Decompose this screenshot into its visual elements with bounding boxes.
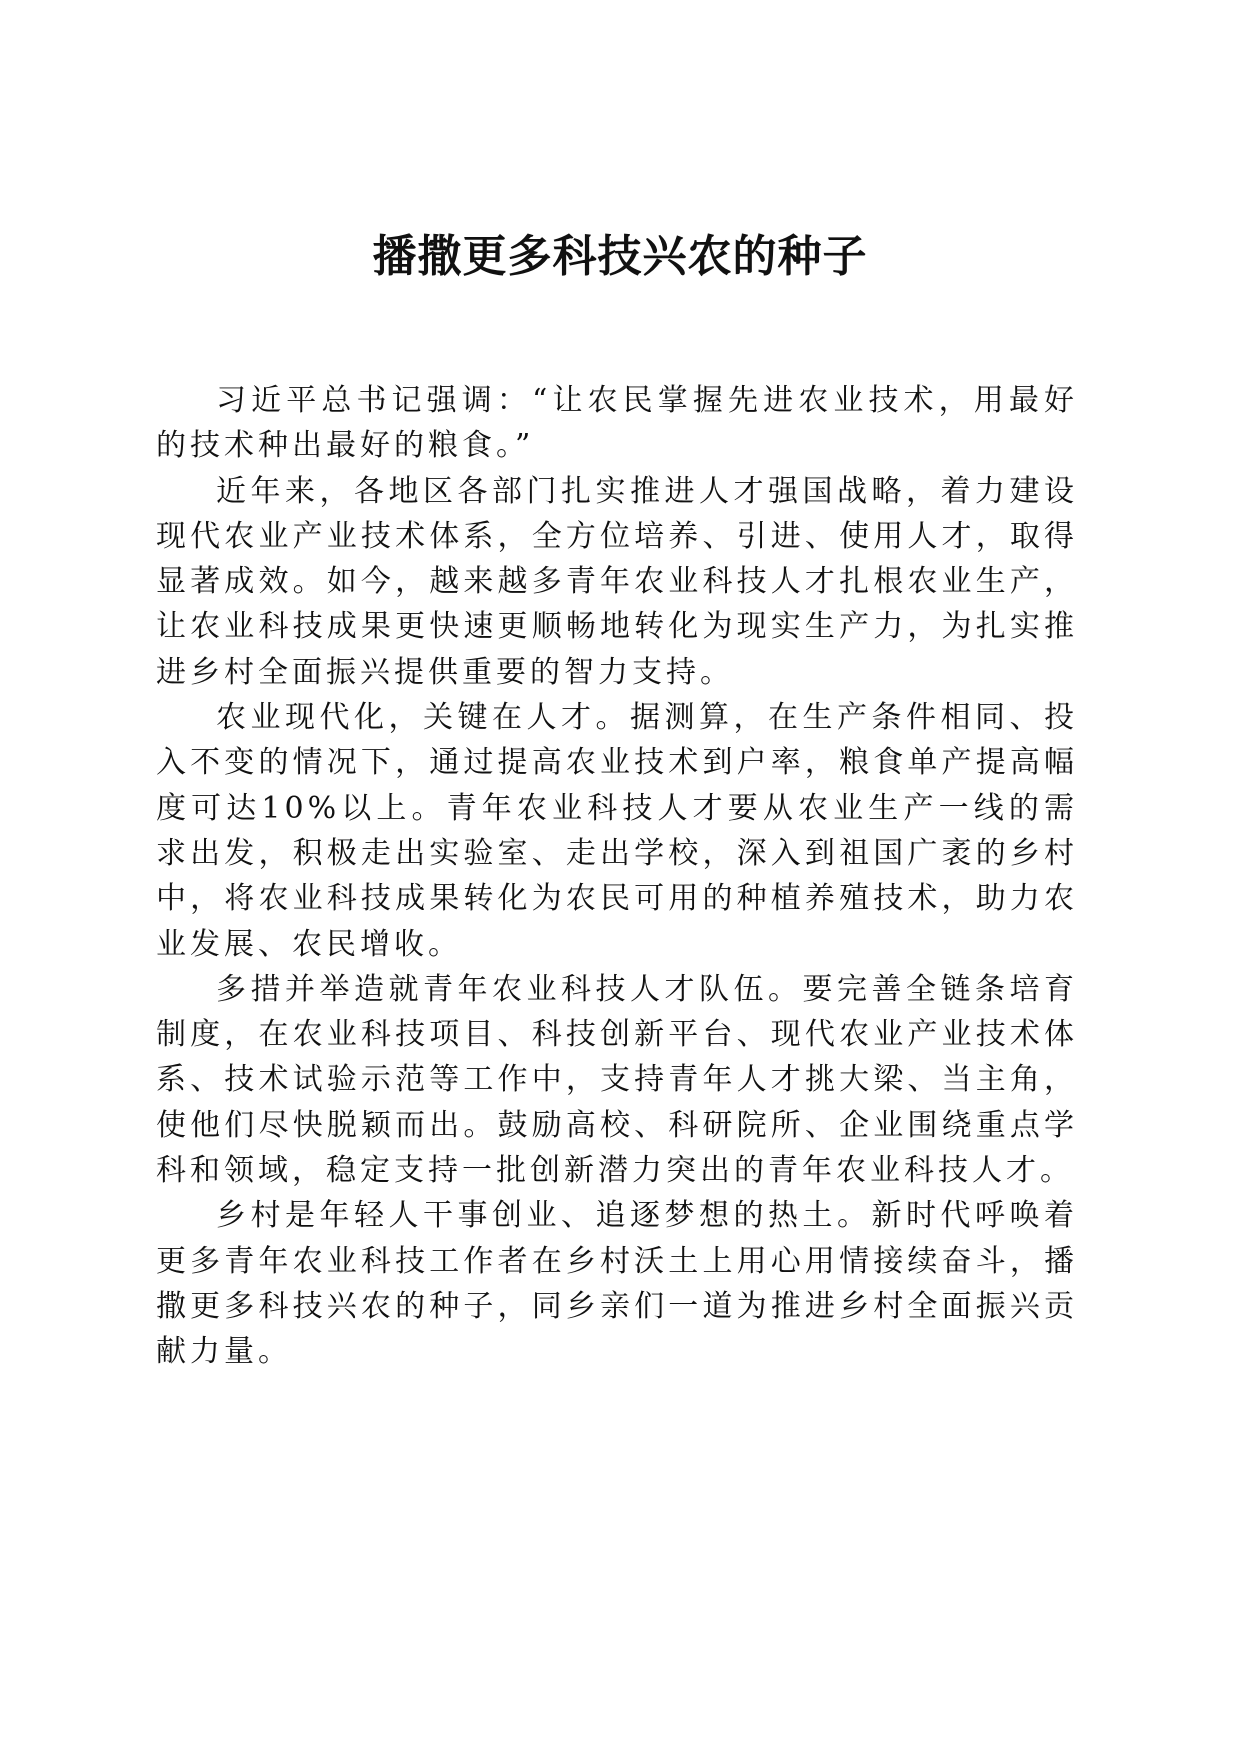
paragraph-2: 近年来，各地区各部门扎实推进人才强国战略，着力建设现代农业产业技术体系，全方位培养、引进、使用人才，取得显著成效。如今，越来越多青年农业科技人才扎根农业生产，让农业科技成果更快速更顺畅地转化为现实生产力，为扎实推进乡村全面振兴提供重要的智力支持。 <box>156 473 1078 690</box>
article-body <box>156 378 1078 1375</box>
paragraph-3: 农业现代化，关键在人才。据测算，在生产条件相同、投入不变的情况下，通过提高农业技术到户率，粮食单产提高幅度可达10%以上。青年农业科技人才要从农业生产一线的需求出发，积极走出实验室、走出学校，深入到祖国广袤的乡村中，将农业科技成果转化为农民可用的种植养殖技术，助力农业发展、农民增收。 <box>156 700 1078 962</box>
paragraph-4: 多措并举造就青年农业科技人才队伍。要完善全链条培育制度，在农业科技项目、科技创新平台、现代农业产业技术体系、技术试验示范等工作中，支持青年人才挑大梁、当主角，使他们尽快脱颖而出。鼓励高校、科研院所、企业围绕重点学科和领域，稳定支持一批创新潜力突出的青年农业科技人才。 <box>156 971 1078 1189</box>
paragraph-1: 习近平总书记强调：“让农民掌握先进农业技术，用最好的技术种出最好的粮食。” <box>156 383 1078 464</box>
article-title: 播撒更多科技兴农的种子 <box>372 231 868 282</box>
paragraph-5: 乡村是年轻人干事创业、追逐梦想的热土。新时代呼唤着更多青年农业科技工作者在乡村沃土上用心用情接续奋斗，播撒更多科技兴农的种子，同乡亲们一道为推进乡村全面振兴贡献力量。 <box>156 1198 1078 1370</box>
